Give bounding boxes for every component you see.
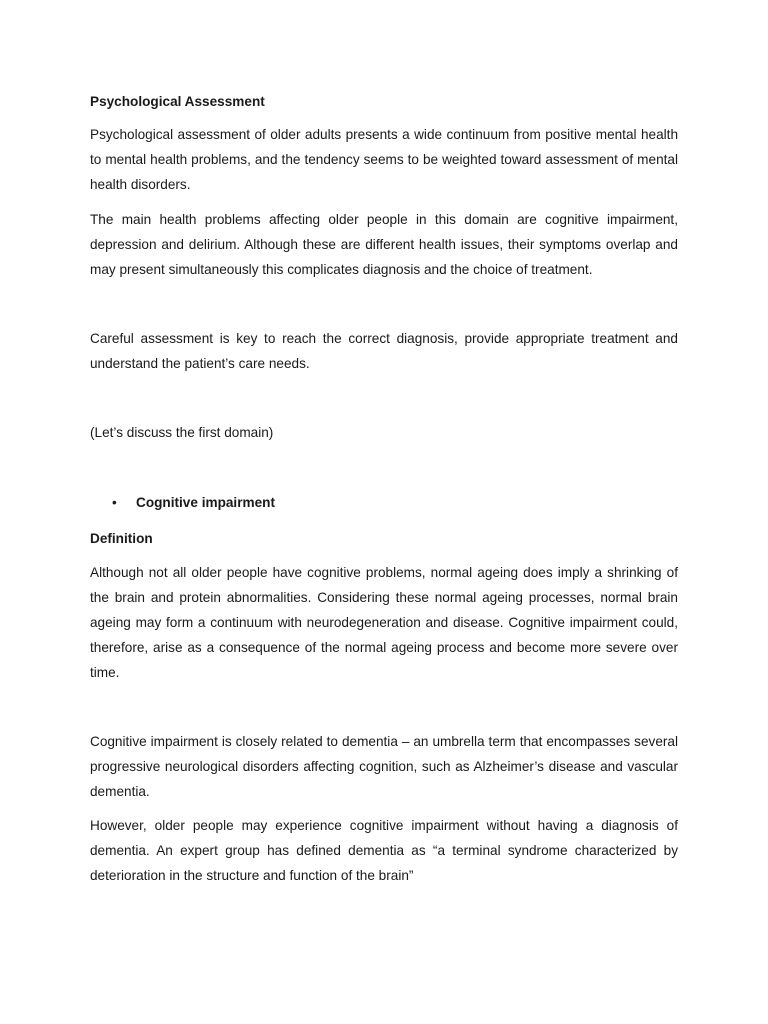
page-title: Psychological Assessment [90, 94, 265, 109]
discuss-note: (Let’s discuss the first domain) [90, 425, 274, 440]
definition-heading: Definition [90, 531, 153, 546]
bullet-icon: • [112, 495, 117, 510]
intro-paragraph-1: Psychological assessment of older adults presents a wide continuum from positive mental health to mental health problems, and the tendency seems to be weighted toward assessment of mental health disorders. [90, 127, 678, 192]
definition-paragraph-3: However, older people may experience cognitive impairment without having a diagnosis of dementia. An expert group has defined dementia as “a terminal syndrome characterized by deterioration in the structure and function of the brain” [90, 818, 678, 883]
definition-paragraph-2: Cognitive impairment is closely related to dementia – an umbrella term that encompasses several progressive neurological disorders affecting cognition, such as Alzheimer’s disease and vascular dementia. [90, 734, 678, 799]
intro-paragraph-3: Careful assessment is key to reach the correct diagnosis, provide appropriate treatment and understand the patient’s care needs. [90, 331, 678, 371]
definition-paragraph-1: Although not all older people have cognitive problems, normal ageing does imply a shrinking of the brain and protein abnormalities. Considering these normal ageing processes, normal brain ageing may form a continuum with neurodegeneration and disease. Cognitive impairment could, therefore, arise as a consequence of the normal ageing process and become more severe over time. [90, 565, 678, 680]
intro-paragraph-2: The main health problems affecting older people in this domain are cognitive impairment, depression and delirium. Although these are different health issues, their symptoms overlap and may present simultaneously this complicates diagnosis and the choice of treatment. [90, 212, 678, 277]
bullet-label: Cognitive impairment [136, 495, 275, 510]
